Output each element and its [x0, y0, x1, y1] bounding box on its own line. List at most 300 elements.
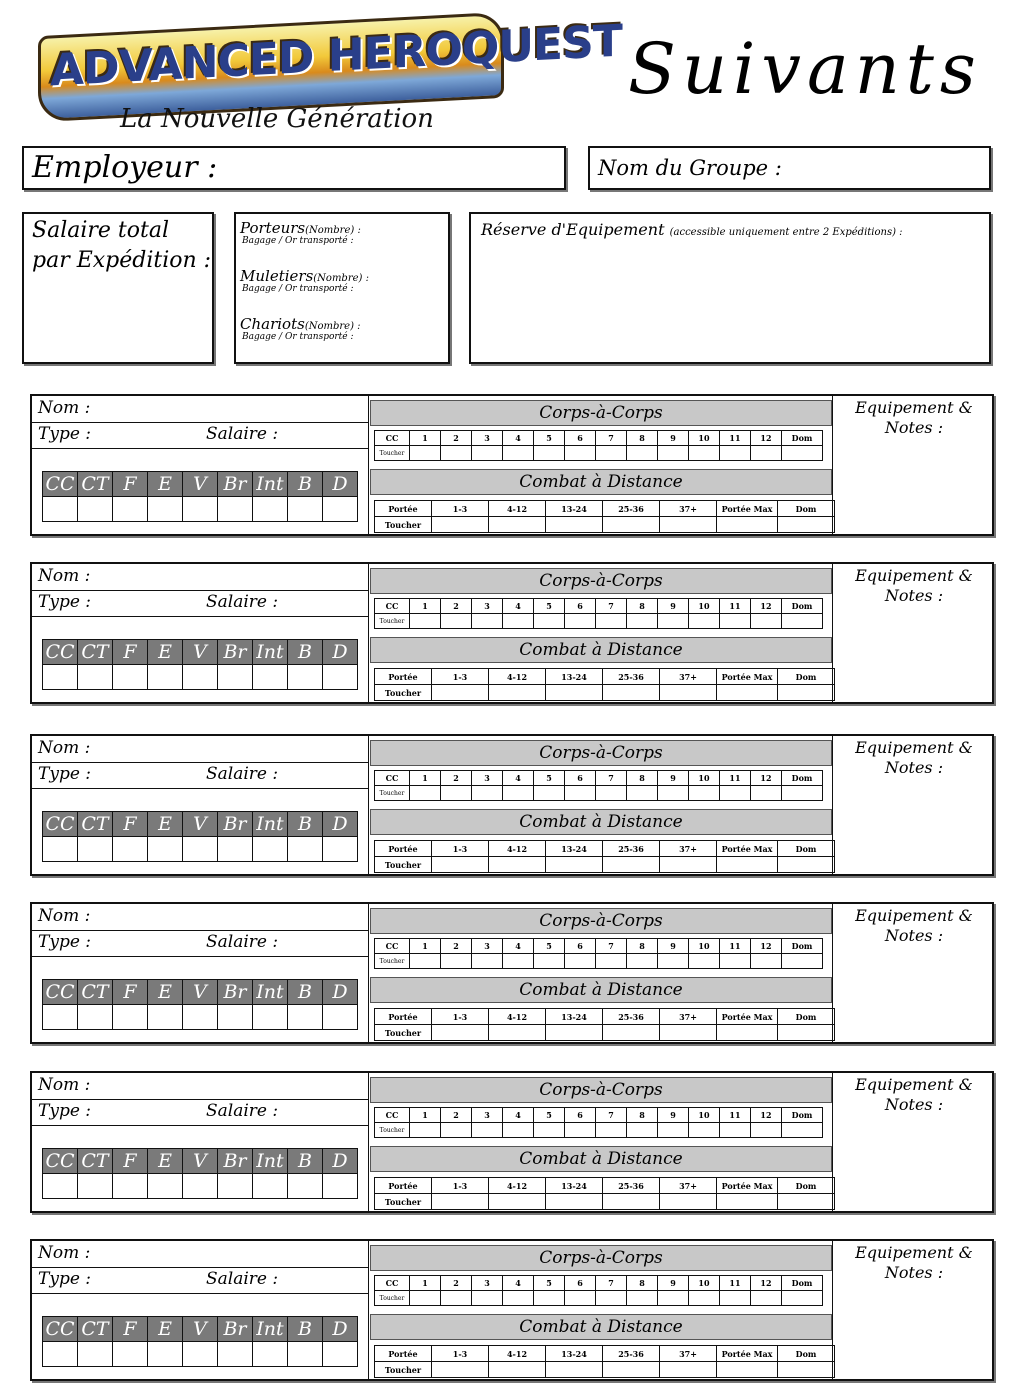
stat-value-cell[interactable]	[113, 837, 148, 862]
stat-value-cell[interactable]	[78, 1174, 113, 1199]
range-header-cell: 25-36	[603, 1009, 660, 1025]
range-value-cell[interactable]	[778, 1362, 835, 1378]
cc-value-cell[interactable]	[441, 954, 472, 969]
range-value-cell[interactable]	[546, 857, 603, 873]
range-value-cell[interactable]	[432, 1025, 489, 1041]
chariots-row	[240, 314, 361, 333]
cc-value-cell[interactable]	[534, 954, 565, 969]
cc-header-cell: 4	[503, 599, 534, 614]
nom-label: Nom :	[38, 738, 91, 758]
range-value-cell[interactable]	[603, 1025, 660, 1041]
follower-block[interactable]	[30, 1071, 994, 1213]
cc-header-cell: 12	[751, 599, 782, 614]
stat-value-cell[interactable]	[253, 837, 288, 862]
chariots-label: Chariots	[240, 315, 305, 333]
cc-value-cell[interactable]	[689, 954, 720, 969]
range-header-cell: 4-12	[489, 501, 546, 517]
cc-value-cell[interactable]	[534, 446, 565, 461]
stat-header-int: Int	[253, 1149, 288, 1174]
stat-header-b: B	[288, 1149, 323, 1174]
nom-line	[32, 1267, 368, 1268]
stat-value-cell[interactable]	[148, 1342, 183, 1367]
follower-block[interactable]	[30, 902, 994, 1044]
stat-value-cell[interactable]	[218, 1005, 253, 1030]
notes-label-line-2: Notes :	[884, 586, 944, 605]
corps-a-corps-header: Corps-à-Corps	[370, 1245, 832, 1271]
stat-value-cell[interactable]	[43, 665, 78, 690]
cc-value-cell[interactable]	[410, 786, 441, 801]
cc-value-cell[interactable]	[627, 614, 658, 629]
stat-header-f: F	[113, 812, 148, 837]
cc-value-cell[interactable]	[782, 786, 823, 801]
corps-a-corps-table	[374, 598, 823, 629]
corps-a-corps-header: Corps-à-Corps	[370, 908, 832, 934]
salaire-total-label-2: par Expédition :	[32, 248, 212, 273]
cc-value-cell[interactable]	[658, 1123, 689, 1138]
cc-value-cell[interactable]	[565, 1291, 596, 1306]
follower-block[interactable]	[30, 394, 994, 536]
stat-value-cell[interactable]	[113, 1342, 148, 1367]
stat-value-cell[interactable]	[218, 665, 253, 690]
nom-line	[32, 422, 368, 423]
stats-table	[42, 811, 358, 862]
cc-value-cell[interactable]	[596, 614, 627, 629]
reserve-row	[481, 220, 903, 239]
cc-value-cell[interactable]	[503, 786, 534, 801]
stat-value-cell[interactable]	[183, 497, 218, 522]
cc-value-cell[interactable]	[782, 446, 823, 461]
cc-value-cell[interactable]	[534, 1291, 565, 1306]
cc-header-cell: 7	[596, 599, 627, 614]
stat-value-cell[interactable]	[218, 837, 253, 862]
cc-value-cell[interactable]	[751, 954, 782, 969]
cc-value-cell[interactable]	[565, 786, 596, 801]
cc-value-cell[interactable]	[782, 1291, 823, 1306]
cc-value-cell[interactable]	[782, 954, 823, 969]
cc-value-cell[interactable]	[658, 786, 689, 801]
cc-value-cell[interactable]	[751, 1123, 782, 1138]
stat-header-int: Int	[253, 980, 288, 1005]
cc-value-cell[interactable]	[534, 786, 565, 801]
stat-value-cell[interactable]	[113, 1005, 148, 1030]
cc-header-cell: 2	[441, 1108, 472, 1123]
range-value-cell[interactable]	[432, 517, 489, 533]
range-value-cell[interactable]	[432, 685, 489, 701]
cc-value-cell[interactable]	[472, 954, 503, 969]
cc-value-cell[interactable]	[782, 1123, 823, 1138]
range-value-cell[interactable]	[603, 1362, 660, 1378]
range-value-cell[interactable]	[489, 685, 546, 701]
range-header-cell: 37+	[660, 1009, 717, 1025]
stat-header-f: F	[113, 980, 148, 1005]
range-value-cell[interactable]	[778, 1194, 835, 1210]
stat-value-cell[interactable]	[183, 1174, 218, 1199]
stat-value-cell[interactable]	[288, 1342, 323, 1367]
cc-header-cell: CC	[375, 1276, 410, 1291]
range-value-cell[interactable]	[432, 857, 489, 873]
stat-value-cell[interactable]	[78, 1342, 113, 1367]
range-header-cell: 37+	[660, 1346, 717, 1362]
cc-value-cell[interactable]	[720, 446, 751, 461]
stat-value-cell[interactable]	[183, 665, 218, 690]
cc-header-cell: 9	[658, 1108, 689, 1123]
cc-value-cell[interactable]	[720, 954, 751, 969]
stat-value-cell[interactable]	[148, 1005, 183, 1030]
range-value-cell[interactable]	[660, 685, 717, 701]
stat-value-cell[interactable]	[323, 837, 358, 862]
groupe-label: Nom du Groupe :	[598, 156, 782, 180]
cc-header-cell: 10	[689, 1276, 720, 1291]
muletiers-row	[240, 266, 369, 285]
block-divider	[368, 1241, 369, 1379]
cc-header-cell: 11	[720, 431, 751, 446]
follower-block[interactable]	[30, 1239, 994, 1381]
stat-value-cell[interactable]	[253, 665, 288, 690]
cc-value-cell[interactable]	[441, 614, 472, 629]
stat-header-ct: CT	[78, 472, 113, 497]
stat-value-cell[interactable]	[288, 1174, 323, 1199]
cc-value-cell[interactable]	[410, 446, 441, 461]
reserve-note: (accessible uniquement entre 2 Expéditions) :	[669, 227, 903, 238]
cc-header-cell: 2	[441, 939, 472, 954]
cc-value-cell[interactable]	[565, 446, 596, 461]
nom-label: Nom :	[38, 906, 91, 926]
stat-value-cell[interactable]	[218, 497, 253, 522]
stat-value-cell[interactable]	[78, 837, 113, 862]
range-value-cell[interactable]	[546, 1194, 603, 1210]
range-value-cell[interactable]	[432, 1194, 489, 1210]
range-value-cell[interactable]	[660, 517, 717, 533]
follower-block[interactable]	[30, 562, 994, 704]
range-value-cell[interactable]	[660, 1194, 717, 1210]
stat-value-cell[interactable]	[78, 1005, 113, 1030]
cc-value-cell[interactable]	[689, 1291, 720, 1306]
stat-value-cell[interactable]	[253, 1342, 288, 1367]
cc-value-cell[interactable]	[751, 1291, 782, 1306]
notes-label-line-1: Equipement &	[855, 906, 973, 925]
cc-value-cell[interactable]	[441, 786, 472, 801]
cc-value-cell[interactable]	[503, 446, 534, 461]
corps-a-corps-header: Corps-à-Corps	[370, 400, 832, 426]
range-value-cell[interactable]	[717, 857, 778, 873]
stat-value-cell[interactable]	[148, 1174, 183, 1199]
cc-value-cell[interactable]	[720, 1123, 751, 1138]
corps-a-corps-header: Corps-à-Corps	[370, 568, 832, 594]
range-value-cell[interactable]	[660, 1362, 717, 1378]
toucher-label: Toucher	[375, 685, 432, 701]
corps-a-corps-header: Corps-à-Corps	[370, 740, 832, 766]
salaire-total-box[interactable]	[22, 212, 214, 364]
porteurs-row	[240, 218, 361, 237]
corps-a-corps-table	[374, 430, 823, 461]
cc-value-cell[interactable]	[503, 1123, 534, 1138]
stat-header-br: Br	[218, 980, 253, 1005]
cc-value-cell[interactable]	[410, 1291, 441, 1306]
chariots-nombre: (Nombre) :	[304, 321, 361, 332]
stat-header-v: V	[183, 1317, 218, 1342]
cc-header-cell: 8	[627, 1108, 658, 1123]
stat-value-cell[interactable]	[43, 1005, 78, 1030]
range-value-cell[interactable]	[489, 517, 546, 533]
range-header-cell: 25-36	[603, 501, 660, 517]
stat-header-int: Int	[253, 640, 288, 665]
cc-header-cell: 1	[410, 599, 441, 614]
block-divider	[368, 564, 369, 702]
cc-header-cell: 8	[627, 1276, 658, 1291]
cc-header-cell: CC	[375, 599, 410, 614]
range-header-cell: 25-36	[603, 669, 660, 685]
stat-value-cell[interactable]	[288, 837, 323, 862]
cc-header-cell: 10	[689, 771, 720, 786]
stat-value-cell[interactable]	[218, 1342, 253, 1367]
cc-value-cell[interactable]	[627, 786, 658, 801]
range-value-cell[interactable]	[432, 1362, 489, 1378]
cc-value-cell[interactable]	[596, 446, 627, 461]
cc-value-cell[interactable]	[658, 954, 689, 969]
cc-value-cell[interactable]	[503, 1291, 534, 1306]
type-line	[32, 788, 368, 789]
stat-value-cell[interactable]	[253, 1005, 288, 1030]
stat-value-cell[interactable]	[113, 497, 148, 522]
range-value-cell[interactable]	[546, 1362, 603, 1378]
notes-label-line-2: Notes :	[884, 1263, 944, 1282]
cc-value-cell[interactable]	[503, 614, 534, 629]
cc-value-cell[interactable]	[410, 1123, 441, 1138]
cc-value-cell[interactable]	[720, 614, 751, 629]
range-value-cell[interactable]	[660, 857, 717, 873]
stat-value-cell[interactable]	[288, 1005, 323, 1030]
range-value-cell[interactable]	[603, 1194, 660, 1210]
range-value-cell[interactable]	[778, 517, 835, 533]
type-label: Type :	[38, 764, 92, 784]
employeur-box[interactable]	[22, 146, 566, 190]
groupe-box[interactable]	[588, 146, 991, 190]
cc-header-cell: 5	[534, 1276, 565, 1291]
cc-value-cell[interactable]	[441, 1291, 472, 1306]
cc-value-cell[interactable]	[720, 1291, 751, 1306]
cc-value-cell[interactable]	[689, 614, 720, 629]
cc-header-cell: 9	[658, 599, 689, 614]
cc-value-cell[interactable]	[534, 614, 565, 629]
cc-header-cell: 3	[472, 1276, 503, 1291]
cc-header-cell: 4	[503, 939, 534, 954]
cc-value-cell[interactable]	[596, 954, 627, 969]
notes-label-line-1: Equipement &	[855, 398, 973, 417]
range-value-cell[interactable]	[717, 1194, 778, 1210]
stat-value-cell[interactable]	[78, 497, 113, 522]
cc-value-cell[interactable]	[658, 1291, 689, 1306]
range-value-cell[interactable]	[603, 517, 660, 533]
stat-value-cell[interactable]	[323, 1005, 358, 1030]
stat-value-cell[interactable]	[253, 497, 288, 522]
cc-value-cell[interactable]	[627, 954, 658, 969]
stat-value-cell[interactable]	[183, 837, 218, 862]
range-value-cell[interactable]	[660, 1025, 717, 1041]
cc-value-cell[interactable]	[472, 1291, 503, 1306]
stat-header-ct: CT	[78, 640, 113, 665]
stat-value-cell[interactable]	[43, 1174, 78, 1199]
cc-header-cell: 10	[689, 1108, 720, 1123]
corps-a-corps-header: Corps-à-Corps	[370, 1077, 832, 1103]
stats-table	[42, 979, 358, 1030]
range-header-cell: Portée Max	[717, 501, 778, 517]
cc-value-cell[interactable]	[441, 446, 472, 461]
stat-value-cell[interactable]	[323, 1174, 358, 1199]
porteurs-label: Porteurs	[240, 219, 306, 237]
cc-value-cell[interactable]	[410, 954, 441, 969]
range-header-cell: 25-36	[603, 841, 660, 857]
toucher-label: Toucher	[375, 1123, 410, 1138]
stat-value-cell[interactable]	[323, 497, 358, 522]
cc-header-cell: 10	[689, 431, 720, 446]
type-line	[32, 616, 368, 617]
page-title: Suivants	[628, 28, 982, 110]
stat-value-cell[interactable]	[183, 1342, 218, 1367]
cc-header-cell: 12	[751, 1276, 782, 1291]
combat-a-distance-table	[374, 840, 835, 873]
stat-header-v: V	[183, 640, 218, 665]
cc-header-cell: 2	[441, 771, 472, 786]
cc-value-cell[interactable]	[689, 786, 720, 801]
stat-header-cc: CC	[43, 640, 78, 665]
cc-header-cell: 5	[534, 431, 565, 446]
cc-value-cell[interactable]	[472, 614, 503, 629]
notes-label-line-2: Notes :	[884, 758, 944, 777]
notes-label	[844, 1075, 984, 1115]
cc-value-cell[interactable]	[441, 1123, 472, 1138]
cc-header-cell: 11	[720, 771, 751, 786]
stat-value-cell[interactable]	[113, 1174, 148, 1199]
cc-value-cell[interactable]	[658, 614, 689, 629]
range-value-cell[interactable]	[489, 1194, 546, 1210]
stat-header-e: E	[148, 1317, 183, 1342]
transport-box[interactable]	[234, 212, 450, 364]
type-line	[32, 1293, 368, 1294]
cc-value-cell[interactable]	[472, 446, 503, 461]
cc-value-cell[interactable]	[565, 954, 596, 969]
cc-header-cell: 10	[689, 599, 720, 614]
stat-value-cell[interactable]	[148, 497, 183, 522]
range-value-cell[interactable]	[546, 685, 603, 701]
cc-value-cell[interactable]	[782, 614, 823, 629]
stat-value-cell[interactable]	[288, 665, 323, 690]
follower-block[interactable]	[30, 734, 994, 876]
range-header-cell: Portée	[375, 501, 432, 517]
cc-value-cell[interactable]	[472, 1123, 503, 1138]
cc-value-cell[interactable]	[565, 614, 596, 629]
range-header-cell: 1-3	[432, 841, 489, 857]
block-divider	[368, 1073, 369, 1211]
reserve-box[interactable]	[469, 212, 991, 364]
toucher-label: Toucher	[375, 446, 410, 461]
salaire-label: Salaire :	[206, 424, 279, 444]
range-value-cell[interactable]	[717, 1362, 778, 1378]
range-value-cell[interactable]	[778, 857, 835, 873]
cc-value-cell[interactable]	[751, 614, 782, 629]
range-header-cell: Dom	[778, 1346, 835, 1362]
stat-value-cell[interactable]	[323, 1342, 358, 1367]
combat-a-distance-header: Combat à Distance	[370, 977, 832, 1003]
range-value-cell[interactable]	[603, 685, 660, 701]
toucher-label: Toucher	[375, 954, 410, 969]
range-value-cell[interactable]	[489, 1025, 546, 1041]
cc-value-cell[interactable]	[720, 786, 751, 801]
range-value-cell[interactable]	[546, 1025, 603, 1041]
stat-header-ct: CT	[78, 1149, 113, 1174]
stat-header-e: E	[148, 472, 183, 497]
cc-value-cell[interactable]	[596, 1291, 627, 1306]
cc-value-cell[interactable]	[410, 614, 441, 629]
stat-value-cell[interactable]	[218, 1174, 253, 1199]
stat-value-cell[interactable]	[253, 1174, 288, 1199]
stat-value-cell[interactable]	[148, 665, 183, 690]
stat-header-d: D	[323, 1149, 358, 1174]
stat-value-cell[interactable]	[323, 665, 358, 690]
range-value-cell[interactable]	[489, 1362, 546, 1378]
type-label: Type :	[38, 1269, 92, 1289]
cc-value-cell[interactable]	[627, 446, 658, 461]
range-value-cell[interactable]	[717, 1025, 778, 1041]
combat-a-distance-table	[374, 1345, 835, 1378]
stat-value-cell[interactable]	[288, 497, 323, 522]
cc-header-cell: 8	[627, 431, 658, 446]
cc-value-cell[interactable]	[565, 1123, 596, 1138]
cc-value-cell[interactable]	[534, 1123, 565, 1138]
range-value-cell[interactable]	[717, 517, 778, 533]
stat-value-cell[interactable]	[78, 665, 113, 690]
cc-value-cell[interactable]	[627, 1291, 658, 1306]
range-value-cell[interactable]	[717, 685, 778, 701]
stat-header-cc: CC	[43, 980, 78, 1005]
cc-header-cell: 6	[565, 771, 596, 786]
range-value-cell[interactable]	[489, 857, 546, 873]
range-value-cell[interactable]	[778, 1025, 835, 1041]
range-value-cell[interactable]	[778, 685, 835, 701]
cc-value-cell[interactable]	[596, 1123, 627, 1138]
cc-value-cell[interactable]	[627, 1123, 658, 1138]
stat-value-cell[interactable]	[43, 497, 78, 522]
cc-value-cell[interactable]	[503, 954, 534, 969]
cc-value-cell[interactable]	[751, 446, 782, 461]
cc-value-cell[interactable]	[596, 786, 627, 801]
stat-header-d: D	[323, 472, 358, 497]
cc-value-cell[interactable]	[689, 1123, 720, 1138]
stat-header-v: V	[183, 1149, 218, 1174]
stat-value-cell[interactable]	[43, 837, 78, 862]
stat-value-cell[interactable]	[113, 665, 148, 690]
type-label: Type :	[38, 592, 92, 612]
range-header-cell: 4-12	[489, 1346, 546, 1362]
cc-header-cell: 6	[565, 431, 596, 446]
range-header-cell: 37+	[660, 669, 717, 685]
stat-value-cell[interactable]	[43, 1342, 78, 1367]
stat-header-f: F	[113, 472, 148, 497]
stat-value-cell[interactable]	[183, 1005, 218, 1030]
range-value-cell[interactable]	[603, 857, 660, 873]
cc-value-cell[interactable]	[472, 786, 503, 801]
range-header-cell: Dom	[778, 501, 835, 517]
combat-a-distance-header: Combat à Distance	[370, 637, 832, 663]
cc-value-cell[interactable]	[751, 786, 782, 801]
cc-value-cell[interactable]	[689, 446, 720, 461]
range-value-cell[interactable]	[546, 517, 603, 533]
range-header-cell: Portée Max	[717, 1009, 778, 1025]
cc-header-cell: CC	[375, 771, 410, 786]
stat-value-cell[interactable]	[148, 837, 183, 862]
cc-header-cell: CC	[375, 431, 410, 446]
cc-value-cell[interactable]	[658, 446, 689, 461]
range-header-cell: 1-3	[432, 1009, 489, 1025]
